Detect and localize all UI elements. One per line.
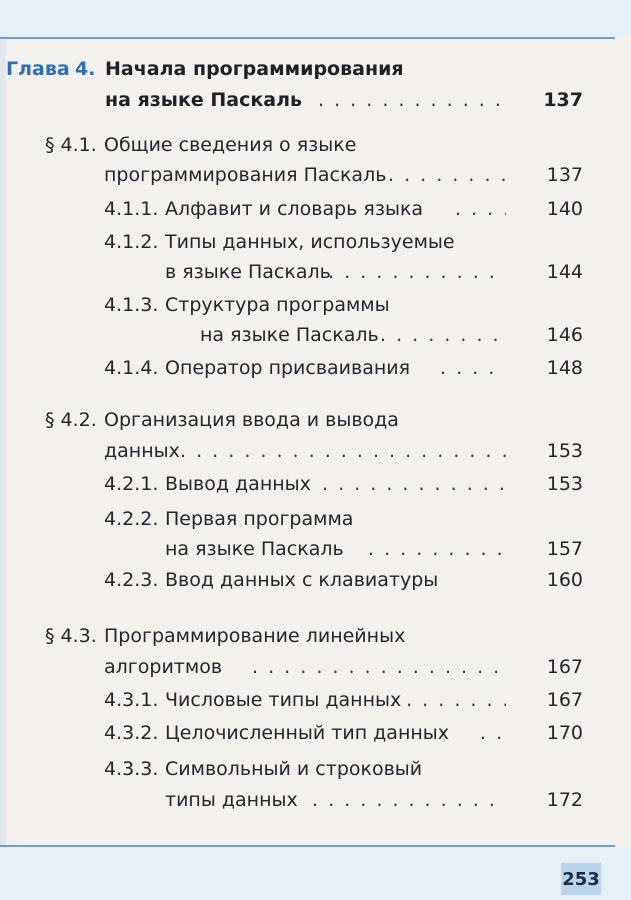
toc-title: Первая программа xyxy=(165,508,354,530)
toc-item-4-1-4 xyxy=(0,351,615,385)
toc-page: 153 xyxy=(546,473,583,495)
toc-title: в языке Паскаль xyxy=(165,261,331,283)
chapter-page: 137 xyxy=(543,89,583,111)
chapter-number: 4. xyxy=(75,58,96,80)
toc-page: 137 xyxy=(546,164,583,186)
chapter-title-line2: на языке Паскаль xyxy=(105,89,303,111)
toc-number: § 4.1. xyxy=(45,134,97,156)
toc-item-4-2-2 xyxy=(0,502,615,536)
toc-title: данных xyxy=(104,440,180,462)
toc-item-4-3-2 xyxy=(0,716,615,750)
toc-title: Алфавит и словарь языка xyxy=(165,198,424,220)
chapter-heading-cont xyxy=(0,83,615,117)
toc-number: 4.2.3. xyxy=(104,569,159,591)
toc-title: Структура программы xyxy=(165,294,390,316)
toc-page: 157 xyxy=(546,538,583,560)
chapter-heading xyxy=(0,52,615,86)
dot-leader xyxy=(390,683,506,717)
toc-title: алгоритмов xyxy=(104,656,223,678)
header-band xyxy=(0,0,631,36)
dot-leader xyxy=(388,158,506,192)
toc-title: на языке Паскаль xyxy=(165,538,344,560)
header-rule xyxy=(0,37,615,39)
toc-number: 4.3.1. xyxy=(104,689,159,711)
toc-page: 167 xyxy=(546,689,583,711)
toc-number: 4.1.4. xyxy=(104,357,159,379)
dot-leader xyxy=(252,650,506,684)
toc-number: 4.2.1. xyxy=(104,473,159,495)
chapter-title-line1: Начала программирования xyxy=(105,58,404,80)
toc-item-4-3-3 xyxy=(0,752,615,786)
dot-leader xyxy=(312,783,506,817)
toc-section-4-3-cont xyxy=(0,650,615,684)
dot-leader xyxy=(380,318,506,352)
toc-title: программирования Паскаль xyxy=(104,164,387,186)
toc-section-4-2-cont xyxy=(0,434,615,468)
toc-title: на языке Паскаль xyxy=(200,324,379,346)
dot-leader xyxy=(368,532,506,566)
toc-page: 153 xyxy=(546,440,583,462)
toc-title: Числовые типы данных xyxy=(165,689,402,711)
toc-number: 4.3.2. xyxy=(104,722,159,744)
toc-number: 4.3.3. xyxy=(104,758,159,780)
toc-title: Общие сведения о языке xyxy=(104,134,357,156)
toc-page: 140 xyxy=(546,198,583,220)
toc-title: Оператор присваивания xyxy=(165,357,411,379)
toc-number: § 4.3. xyxy=(45,625,97,647)
dot-leader xyxy=(328,255,506,289)
dot-leader xyxy=(455,192,506,226)
toc-item-4-2-1 xyxy=(0,467,615,501)
dot-leader xyxy=(480,716,506,750)
dot-leader xyxy=(318,83,506,117)
toc-item-4-3-1 xyxy=(0,683,615,717)
toc-item-4-2-3 xyxy=(0,563,615,597)
toc-number: 4.1.2. xyxy=(104,231,159,253)
toc-page: 167 xyxy=(546,656,583,678)
toc-item-4-1-3 xyxy=(0,288,615,322)
toc-page: 148 xyxy=(546,357,583,379)
toc-section-4-3 xyxy=(0,619,615,653)
toc-number: 4.2.2. xyxy=(104,508,159,530)
toc-page: 172 xyxy=(546,789,583,811)
toc-section-4-2 xyxy=(0,403,615,437)
footer-band xyxy=(0,847,631,900)
footer-rule xyxy=(0,845,615,847)
toc-page: 146 xyxy=(546,324,583,346)
toc-item-4-1-3-cont xyxy=(0,318,615,352)
toc-title: Организация ввода и вывода xyxy=(104,409,399,431)
toc-title: Символьный и строковый xyxy=(165,758,423,780)
toc-section-4-1 xyxy=(0,128,615,162)
toc-section-4-1-cont xyxy=(0,158,615,192)
toc-page: 170 xyxy=(546,722,583,744)
page-number-badge: 253 xyxy=(561,863,601,895)
dot-leader xyxy=(440,351,506,385)
dot-leader xyxy=(322,467,506,501)
toc-number: 4.1.1. xyxy=(104,198,159,220)
toc-number: § 4.2. xyxy=(45,409,97,431)
toc-page: 160 xyxy=(546,569,583,591)
toc-item-4-1-2-cont xyxy=(0,255,615,289)
toc-title: Целочисленный тип данных xyxy=(165,722,450,744)
toc-title: Типы данных, используемые xyxy=(165,231,455,253)
toc-number: 4.1.3. xyxy=(104,294,159,316)
toc-title: Ввод данных с клавиатуры xyxy=(165,569,439,591)
toc-item-4-2-2-cont xyxy=(0,532,615,566)
toc-page: 144 xyxy=(546,261,583,283)
dot-leader xyxy=(180,434,506,468)
chapter-label: Глава xyxy=(6,58,70,80)
toc-title: Программирование линейных xyxy=(104,625,406,647)
toc-title: типы данных xyxy=(165,789,298,811)
toc-item-4-3-3-cont xyxy=(0,783,615,817)
toc-item-4-1-2 xyxy=(0,225,615,259)
toc-title: Вывод данных xyxy=(165,473,311,495)
toc-item-4-1-1 xyxy=(0,192,615,226)
